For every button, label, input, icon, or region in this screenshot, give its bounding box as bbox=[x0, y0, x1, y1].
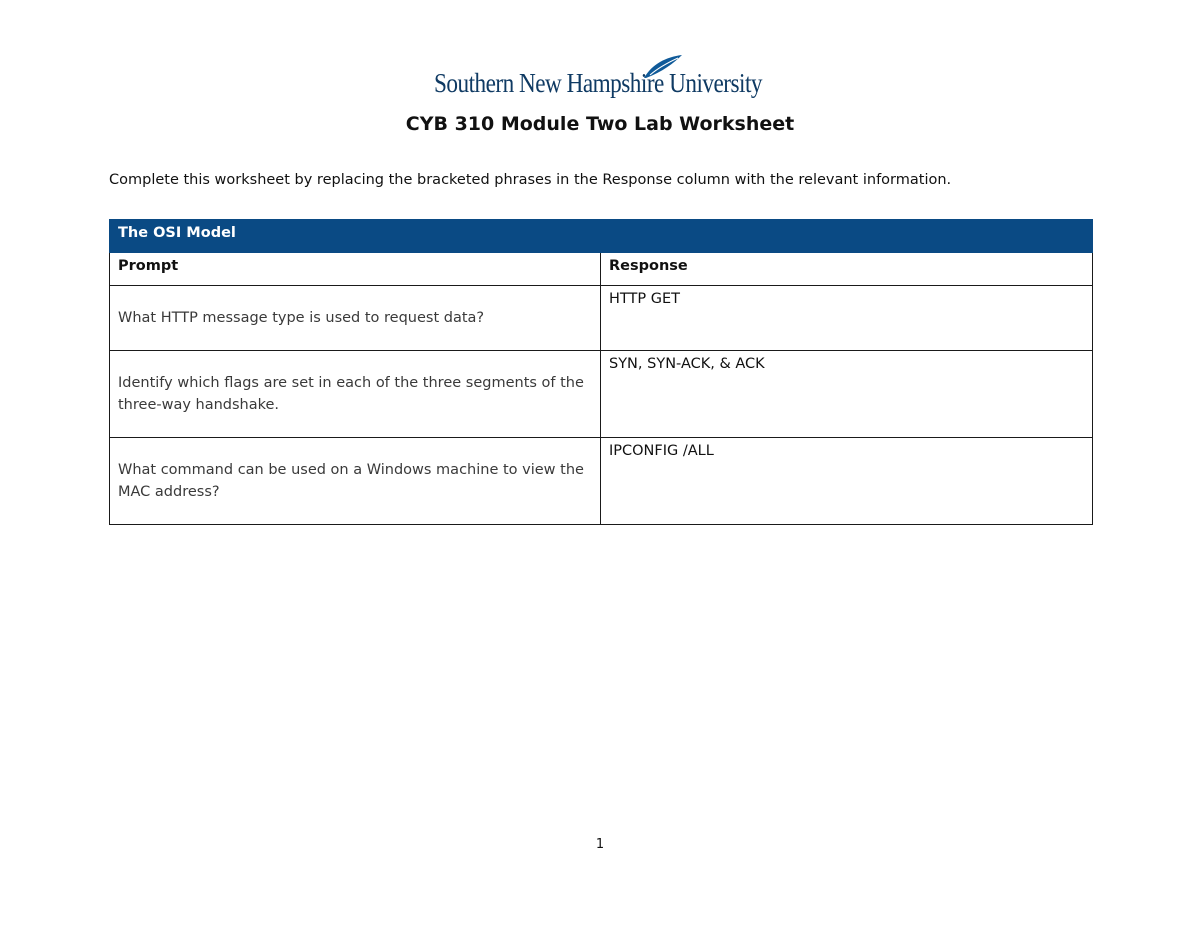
table-column-header-row bbox=[110, 253, 1093, 286]
table-row bbox=[110, 351, 1093, 438]
table-row bbox=[110, 438, 1093, 525]
university-logo bbox=[434, 54, 770, 104]
page-number: 1 bbox=[595, 837, 605, 852]
column-header-prompt: Prompt bbox=[110, 253, 601, 286]
response-cell[interactable]: HTTP GET bbox=[601, 286, 1093, 351]
section-title: The OSI Model bbox=[110, 220, 1093, 253]
table-section-header-row bbox=[110, 220, 1093, 253]
logo-text: Southern New Hampshire University bbox=[434, 68, 762, 98]
column-header-response: Response bbox=[601, 253, 1093, 286]
worksheet-table bbox=[109, 219, 1093, 525]
instructions-text: Complete this worksheet by replacing the bracketed phrases in the Response column with the relevant information. bbox=[109, 172, 952, 188]
prompt-cell: Identify which flags are set in each of the three segments of the three-way handshake. bbox=[110, 351, 601, 438]
page-title: CYB 310 Module Two Lab Worksheet bbox=[405, 113, 795, 135]
response-cell[interactable]: SYN, SYN-ACK, & ACK bbox=[601, 351, 1093, 438]
table-row bbox=[110, 286, 1093, 351]
response-cell[interactable]: IPCONFIG /ALL bbox=[601, 438, 1093, 525]
prompt-cell: What command can be used on a Windows machine to view the MAC address? bbox=[110, 438, 601, 525]
prompt-cell: What HTTP message type is used to request data? bbox=[110, 286, 601, 351]
